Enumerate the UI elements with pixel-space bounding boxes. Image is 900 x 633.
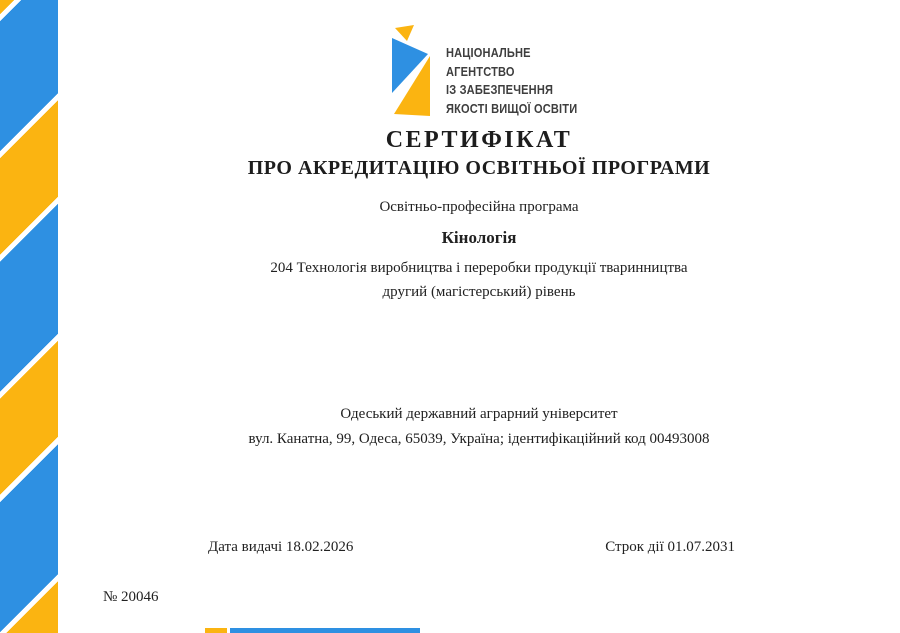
program-name: Кінологія: [441, 228, 517, 247]
program-block: [58, 199, 900, 301]
university-name: Одеський державний аграрний університет: [340, 406, 618, 422]
naqa-logo-mark-icon: [388, 25, 432, 117]
footer-bar-blue-segment: [230, 628, 420, 633]
agency-name: [446, 44, 577, 118]
naqa-logo: [388, 25, 601, 118]
validity-date: Строк дії 01.07.2031: [605, 539, 735, 555]
issue-date: Дата видачі 18.02.2026: [208, 539, 354, 555]
program-specialty: 204 Технологія виробництва і переробки продукції тваринництва: [270, 260, 688, 276]
dates-row: [58, 539, 900, 556]
agency-name-line: ЯКОСТІ ВИЩОЇ ОСВІТИ: [446, 100, 578, 116]
certificate-subtitle: ПРО АКРЕДИТАЦІЮ ОСВІТНЬОЇ ПРОГРАМИ: [247, 157, 711, 179]
agency-name-line: НАЦІОНАЛЬНЕ: [446, 45, 531, 60]
certificate-number: № 20046: [103, 589, 159, 605]
education-level: другий (магістерський) рівень: [382, 284, 576, 300]
certificate-title-block: [58, 127, 900, 180]
agency-name-line: ІЗ ЗАБЕЗПЕЧЕННЯ: [446, 82, 554, 97]
university-address: вул. Канатна, 99, Одеса, 65039, Україна; ідентифікаційний код 00493008: [248, 431, 710, 447]
diagonal-stripe-band: [0, 0, 58, 633]
footer-bar: [205, 628, 420, 633]
certificate-title: СЕРТИФІКАТ: [385, 127, 573, 153]
institution-block: [58, 406, 900, 448]
agency-name-line: АГЕНТСТВО: [446, 63, 515, 79]
program-type-label: Освітньо-професійна програма: [379, 199, 579, 215]
footer-bar-yellow-segment: [205, 628, 227, 633]
